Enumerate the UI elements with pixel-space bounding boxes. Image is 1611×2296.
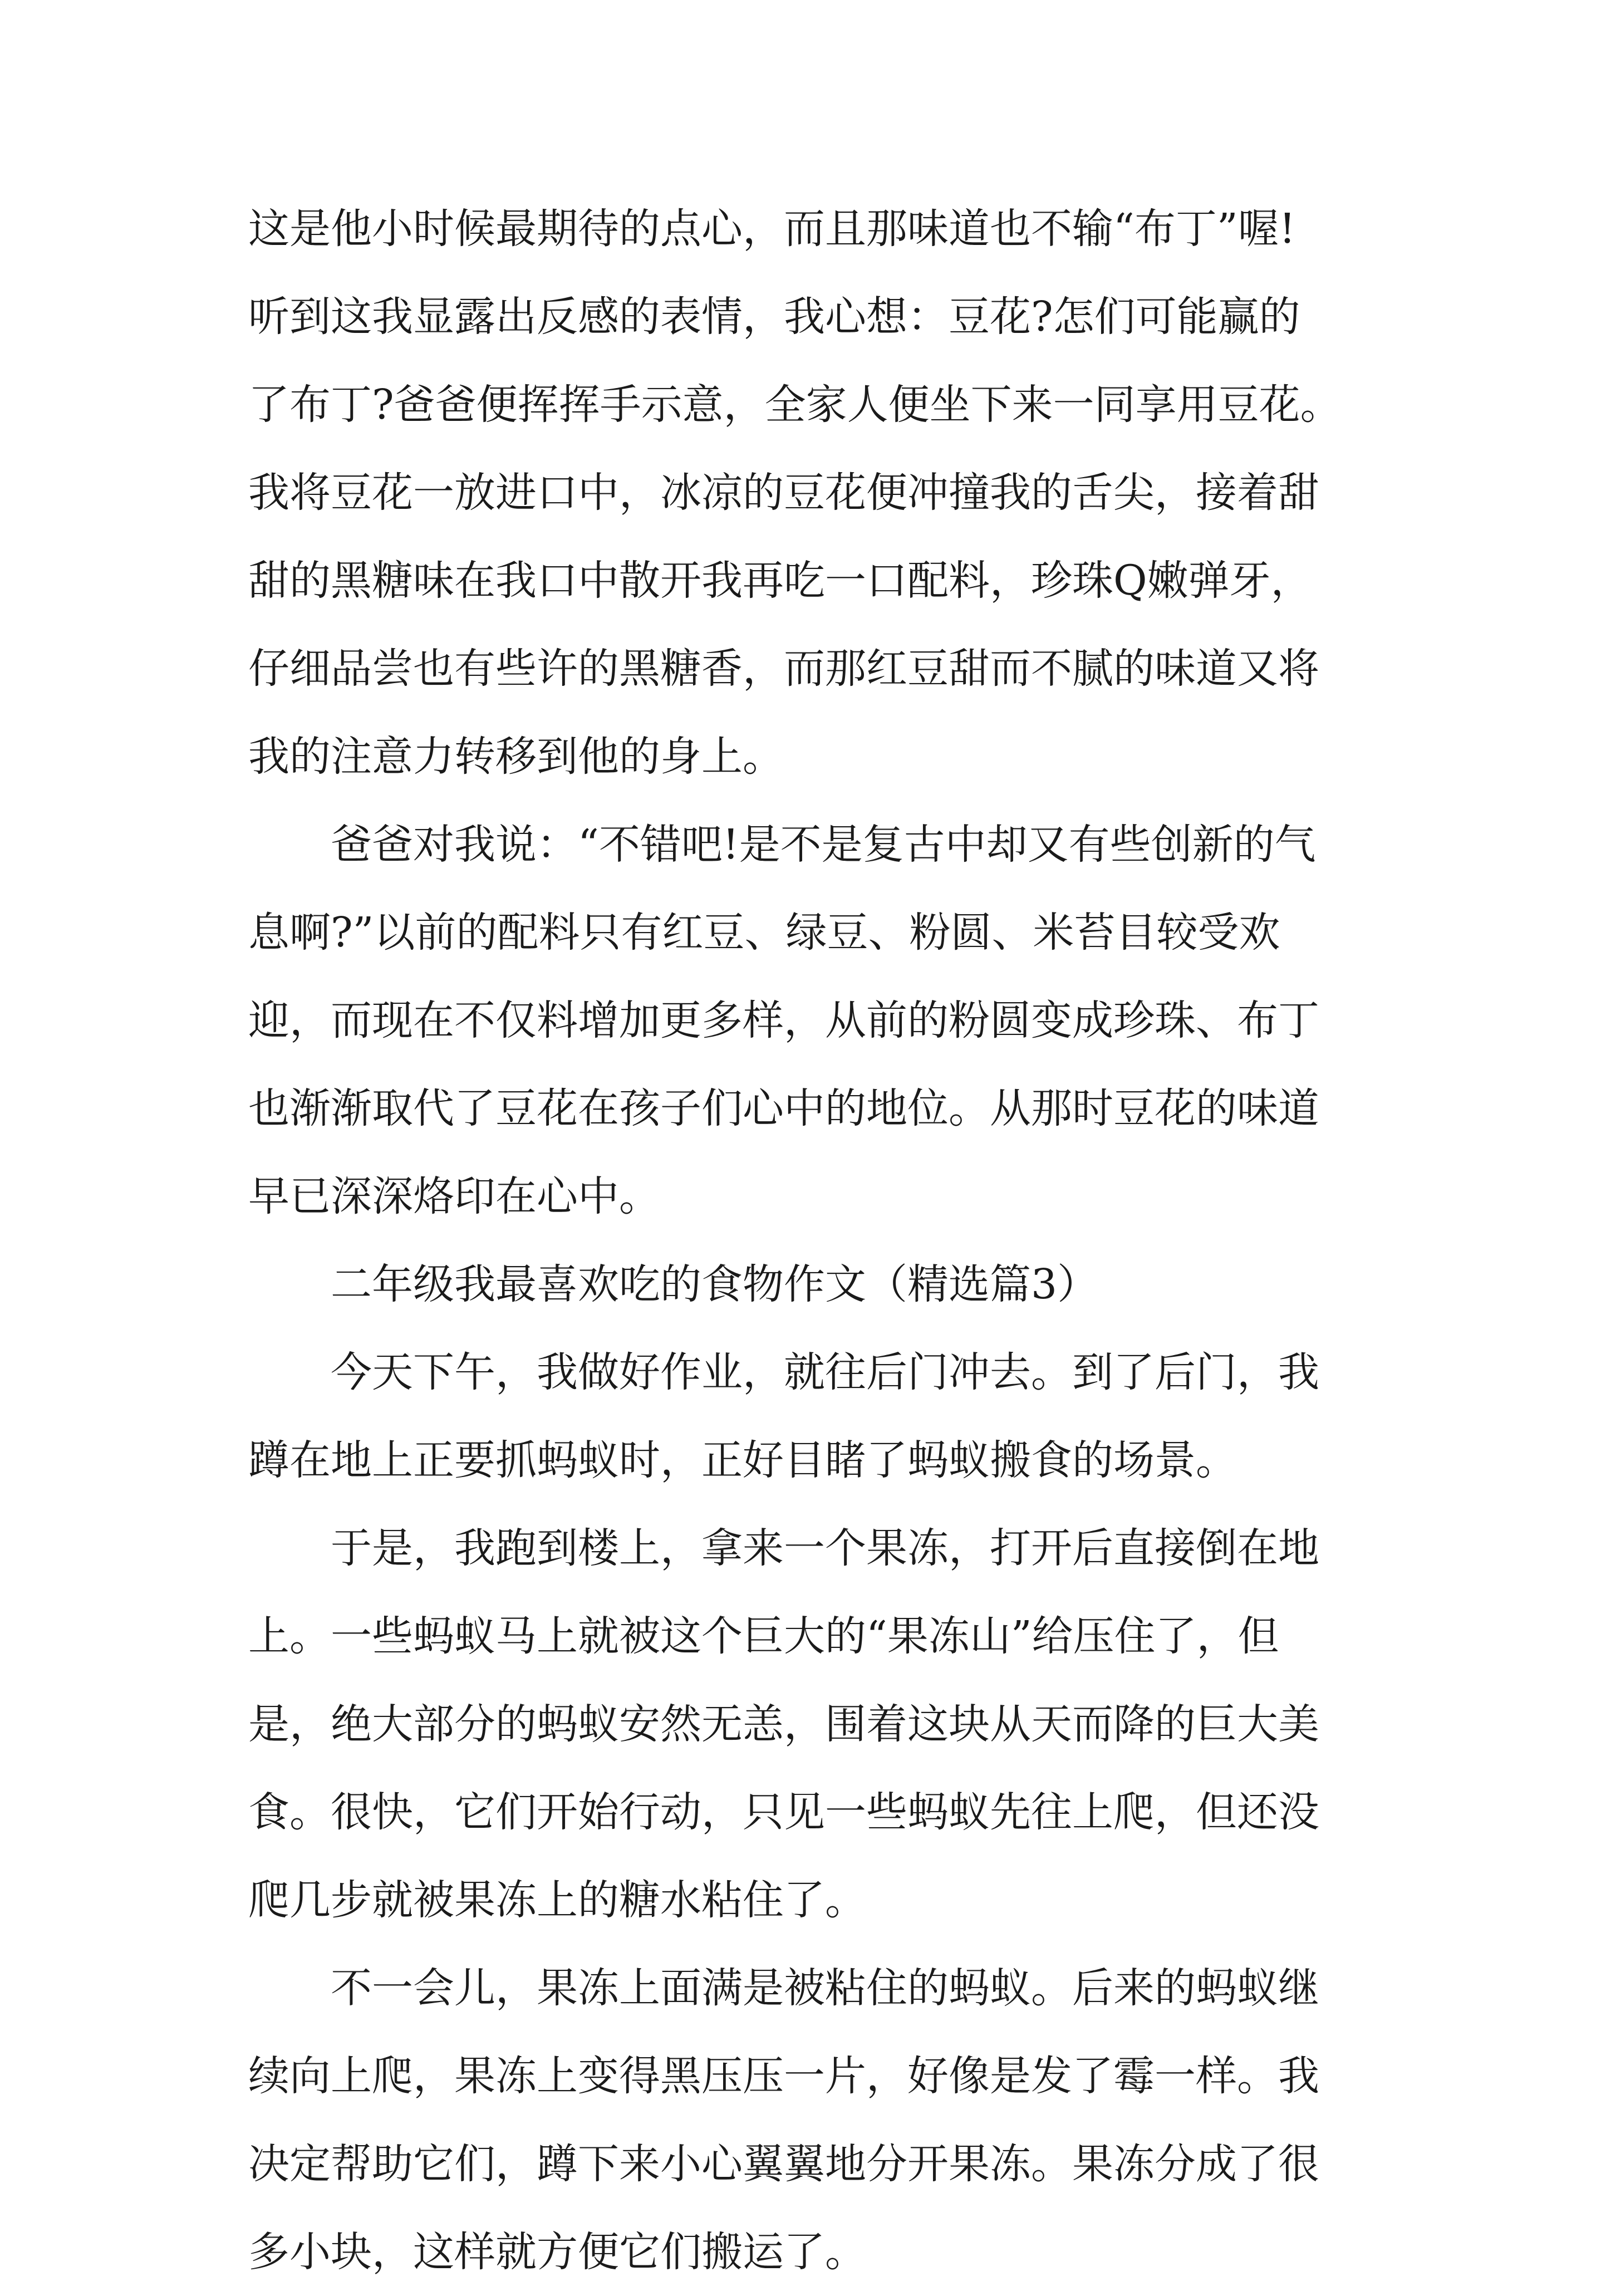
- text-line: 爸爸对我说：“不错吧!是不是复古中却又有些创新的气: [331, 821, 1316, 869]
- text-line: 听到这我显露出反感的表情，我心想：豆花?怎们可能赢的: [248, 293, 1300, 341]
- paragraph: [248, 1328, 1384, 1504]
- paragraph: [248, 1504, 1384, 1944]
- text-line: 息啊?”以前的配料只有红豆、绿豆、粉圆、米苔目较受欢: [248, 909, 1280, 956]
- paragraph: [248, 1944, 1384, 2296]
- text-line: 爬几步就被果冻上的糖水粘住了。: [248, 1876, 866, 1924]
- text-line: 也渐渐取代了豆花在孩子们心中的地位。从那时豆花的味道: [248, 1085, 1319, 1132]
- text-line: 上。一些蚂蚁马上就被这个巨大的“果冻山”给压住了，但: [248, 1612, 1279, 1660]
- text-line: 续向上爬，果冻上变得黑压压一片，好像是发了霉一样。我: [248, 2052, 1319, 2100]
- heading-line: 二年级我最喜欢吃的食物作文（精选篇3）: [331, 1260, 1099, 1308]
- text-line: 决定帮助它们，蹲下来小心翼翼地分开果冻。果冻分成了很: [248, 2140, 1319, 2188]
- text-line: 我将豆花一放进口中，冰凉的豆花便冲撞我的舌尖，接着甜: [248, 469, 1319, 517]
- text-line: 仔细品尝也有些许的黑糖香，而那红豆甜而不腻的味道又将: [248, 645, 1319, 693]
- paragraph: [248, 185, 1384, 801]
- text-line: 于是，我跑到楼上，拿来一个果冻，打开后直接倒在地: [331, 1524, 1319, 1572]
- section-heading: [248, 1240, 1384, 1328]
- document-body: [248, 185, 1384, 2296]
- text-line: 早已深深烙印在心中。: [248, 1172, 660, 1220]
- text-line: 不一会儿，果冻上面满是被粘住的蚂蚁。后来的蚂蚁继: [331, 1964, 1319, 2012]
- text-line: 了布丁?爸爸便挥挥手示意，全家人便坐下来一同享用豆花。: [248, 381, 1342, 429]
- text-line: 今天下午，我做好作业，就往后门冲去。到了后门，我: [331, 1348, 1319, 1396]
- paragraph: [248, 801, 1384, 1240]
- text-line: 食。很快，它们开始行动，只见一些蚂蚁先往上爬，但还没: [248, 1788, 1319, 1836]
- text-line: 这是他小时候最期待的点心，而且那味道也不输“布丁”喔!: [248, 205, 1296, 253]
- text-line: 甜的黑糖味在我口中散开我再吃一口配料，珍珠Q嫩弹牙，: [248, 557, 1312, 605]
- text-line: 迎，而现在不仅料增加更多样，从前的粉圆变成珍珠、布丁: [248, 997, 1319, 1044]
- text-line: 是，绝大部分的蚂蚁安然无恙，围着这块从天而降的巨大美: [248, 1700, 1319, 1748]
- text-line: 蹲在地上正要抓蚂蚁时，正好目睹了蚂蚁搬食的场景。: [248, 1436, 1237, 1484]
- text-line: 多小块，这样就方便它们搬运了。: [248, 2228, 866, 2276]
- text-line: 我的注意力转移到他的身上。: [248, 733, 784, 781]
